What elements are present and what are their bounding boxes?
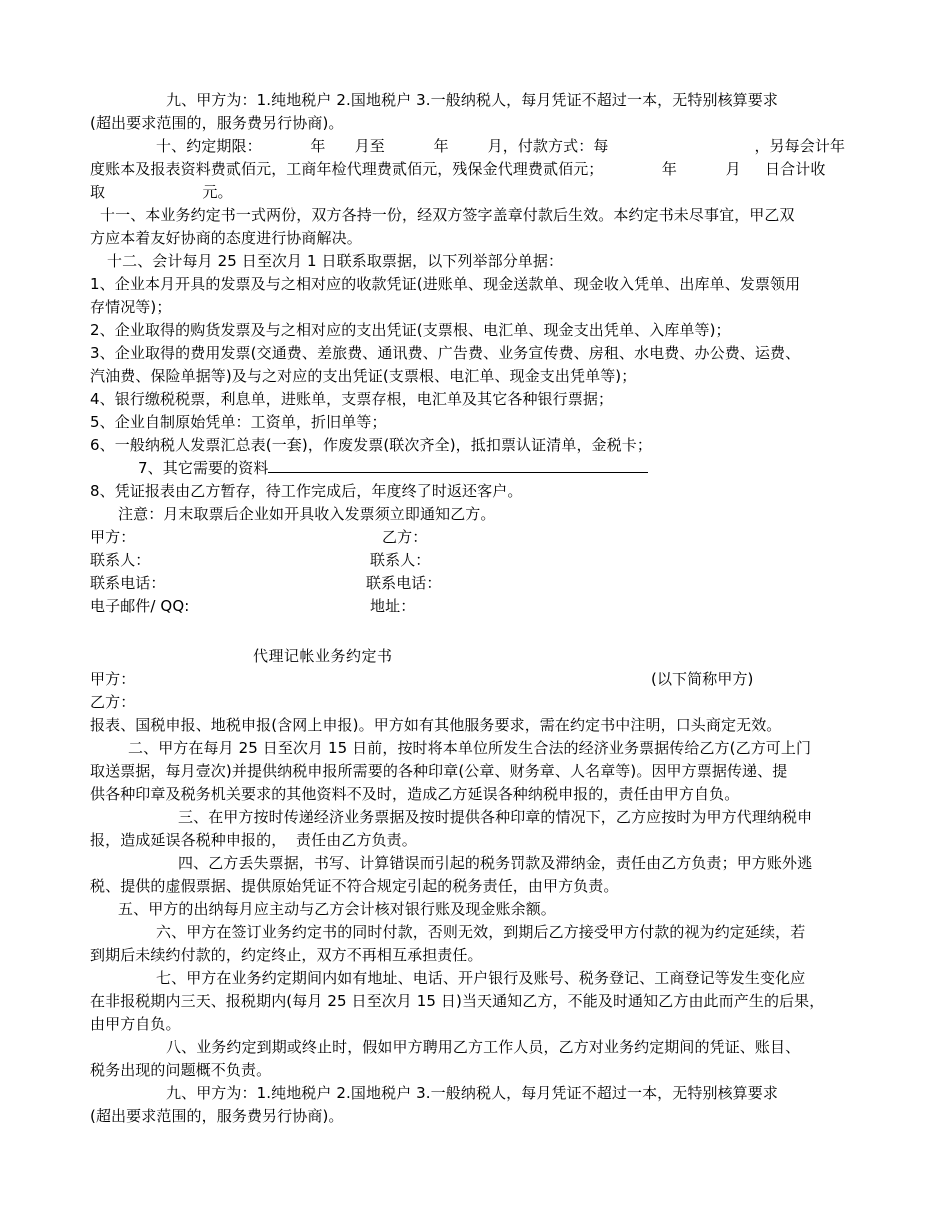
- party-b-phone-label: 联系电话：: [366, 574, 442, 592]
- clause-6-line-2: 到期后未续约付款的，约定终止，双方不再相互承担责任。: [90, 946, 483, 964]
- clause-4-line-2: 税、提供的虚假票据、提供原始凭证不符合规定引起的税务责任，由甲方负责。: [90, 877, 619, 895]
- party-b-label: 乙方：: [382, 528, 428, 546]
- clause-5: 五、甲方的出纳每月应主动与乙方会计核对银行账及现金账余额。: [118, 900, 556, 918]
- clause-7-line-2: 在非报税期内三天、报税期内(每月 25 日至次月 15 日)当天通知乙方，不能及时通知乙方由此而产生的后果，: [90, 992, 825, 1010]
- item-3-line-1: 3、企业取得的费用发票(交通费、差旅费、通讯费、广告费、业务宣传费、房租、水电费、办公费、运费、: [90, 344, 801, 362]
- clause-4-line-1: 四、乙方丢失票据，书写、计算错误而引起的税务罚款及滞纳金，责任由乙方负责；甲方账外逃: [178, 854, 813, 872]
- clause-8-line-2: 税务出现的问题概不负责。: [90, 1061, 272, 1079]
- clause-9-repeat-line-1: 九、甲方为：1.纯地税户 2.国地税户 3.一般纳税人，每月凭证不超过一本，无特别核算要求: [166, 1084, 778, 1102]
- clause-11-line-1: 十一、本业务约定书一式两份，双方各持一份，经双方签字盖章付款后生效。本约定书未尽事宜，甲乙双: [100, 206, 795, 224]
- clause-3-line-1: 三、在甲方按时传递经济业务票据及按时提供各种印章的情况下，乙方应按时为甲方代理纳税申: [178, 808, 813, 826]
- item-3-line-2: 汽油费、保险单据等)及与之对应的支出凭证(支票根、电汇单、现金支出凭单等)；: [90, 367, 637, 385]
- party-b-address-label: 地址：: [370, 597, 416, 615]
- party-a-abbreviation: (以下简称甲方): [651, 670, 754, 688]
- clause-3-line-2: 报，造成延误各税种申报的， 责任由乙方负责。: [90, 831, 417, 849]
- item-5: 5、企业自制原始凭单：工资单，折旧单等；: [90, 413, 387, 431]
- clause-1-tail: 报表、国税申报、地税申报(含网上申报)。甲方如有其他服务要求，需在约定书中注明，口头商定无效。: [90, 716, 782, 734]
- clause-12-heading: 十二、会计每月 25 日至次月 1 日联系取票据，以下列举部分单据：: [107, 252, 564, 270]
- notice: 注意：月末取票后企业如开具收入发票须立即通知乙方。: [118, 505, 496, 523]
- party-a-contact-label: 联系人：: [90, 551, 151, 569]
- item-1-line-2: 存情况等)；: [90, 298, 172, 316]
- party-a-phone-label: 联系电话：: [90, 574, 166, 592]
- party-b-contact-label: 联系人：: [370, 551, 431, 569]
- party-a-email-label: 电子邮件/ QQ:: [90, 597, 190, 615]
- item-7-label: 7、其它需要的资料: [138, 459, 269, 477]
- clause-11-line-2: 方应本着友好协商的态度进行协商解决。: [90, 229, 362, 247]
- item-1-line-1: 1、企业本月开具的发票及与之相对应的收款凭证(进账单、现金送款单、现金收入凭单、出库单、发票领用: [90, 275, 801, 293]
- clause-8-line-1: 八、业务约定到期或终止时，假如甲方聘用乙方工作人员，乙方对业务约定期间的凭证、账目、: [166, 1038, 801, 1056]
- clause-2-line-1: 二、甲方在每月 25 日至次月 15 日前，按时将本单位所发生合法的经济业务票据传给乙方(乙方可上门: [128, 739, 812, 757]
- clause-7-line-3: 由甲方自负。: [90, 1015, 181, 1033]
- item-4: 4、银行缴税税票，利息单，进账单，支票存根，电汇单及其它各种银行票据；: [90, 390, 614, 408]
- item-8: 8、凭证报表由乙方暂存，待工作完成后，年度终了时返还客户。: [90, 482, 523, 500]
- clause-10-line-3: 取 元。: [90, 183, 233, 201]
- clause-9-repeat-line-2: (超出要求范围的，服务费另行协商)。: [90, 1107, 344, 1125]
- clause-6-line-1: 六、甲方在签订业务约定书的同时付款，否则无效，到期后乙方接受甲方付款的视为约定延续，若: [156, 923, 806, 941]
- clause-9-line-1: 九、甲方为：1.纯地税户 2.国地税户 3.一般纳税人，每月凭证不超过一本，无特别核算要求: [166, 91, 778, 109]
- clause-7-line-1: 七、甲方在业务约定期间内如有地址、电话、开户银行及账号、税务登记、工商登记等发生变化应: [156, 969, 806, 987]
- item-7-blank-line: [268, 458, 648, 473]
- clause-10-line-2: 度账本及报表资料费贰佰元，工商年检代理费贰佰元，残保金代理费贰佰元； 年 月 日合计收: [90, 160, 826, 178]
- clause-2-line-2: 取送票据，每月壹次)并提供纳税申报所需要的各种印章(公章、财务章、人名章等)。因甲方票据传递、提: [90, 762, 788, 780]
- party-a-label: 甲方：: [90, 528, 136, 546]
- clause-9-line-2: (超出要求范围的，服务费另行协商)。: [90, 114, 344, 132]
- party-b-field-label: 乙方：: [90, 693, 136, 711]
- item-6: 6、一般纳税人发票汇总表(一套)，作废发票(联次齐全)，抵扣票认证清单，金税卡；: [90, 436, 652, 454]
- item-7: [138, 457, 648, 479]
- item-2: 2、企业取得的购货发票及与之相对应的支出凭证(支票根、电汇单、现金支出凭单、入库单等)；: [90, 321, 731, 339]
- clause-10-line-1: 十、约定期限： 年 月至 年 月，付款方式：每 ，另每会计年: [156, 137, 846, 155]
- page-title: 代理记帐业务约定书: [253, 647, 393, 665]
- party-a-field-label: 甲方：: [90, 670, 136, 688]
- clause-2-line-3: 供各种印章及税务机关要求的其他资料不及时，造成乙方延误各种纳税申报的，责任由甲方自负。: [90, 785, 740, 803]
